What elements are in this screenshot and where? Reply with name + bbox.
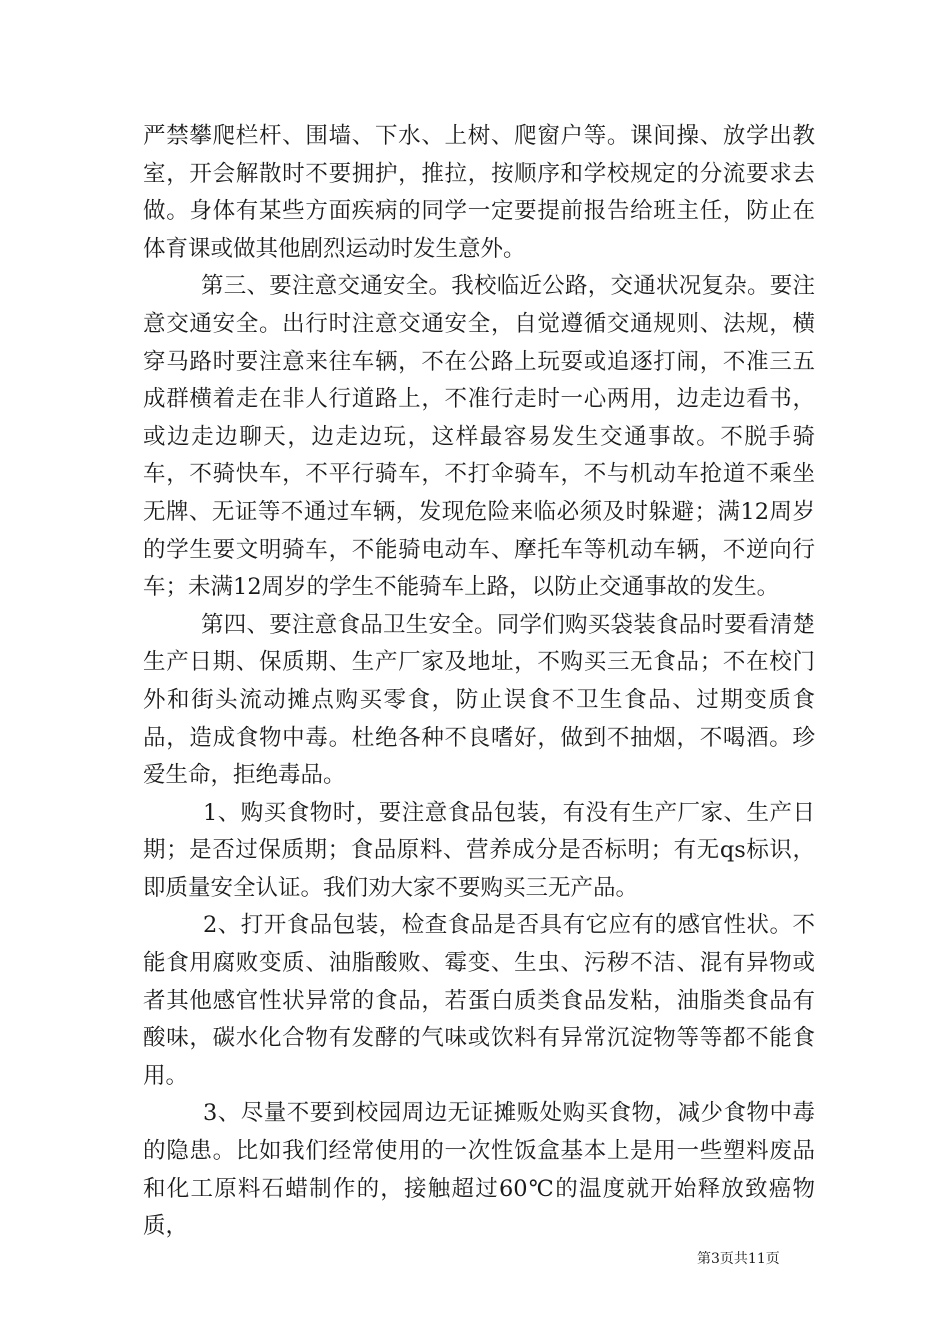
document-body: [143, 118, 815, 1246]
paragraph-4: 1、购买食物时，要注意食品包装，有没有生产厂家、生产日期；是否过保质期；食品原料、营养成分是否标明；有无qs标识，即质量安全认证。我们劝大家不要购买三无产品。: [143, 799, 815, 901]
paragraph-3: 第四、要注意食品卫生安全。同学们购买袋装食品时要看清楚生产日期、保质期、生产厂家及地址，不购买三无食品；不在校门外和街头流动摊点购买零食，防止误食不卫生食品、过期变质食品，造成食物中毒。杜绝各种不良嗜好，做到不抽烟，不喝酒。珍爱生命，拒绝毒品。: [143, 611, 815, 789]
paragraph-6: 3、尽量不要到校园周边无证摊贩处购买食物，减少食物中毒的隐患。比如我们经常使用的一次性饭盒基本上是用一些塑料废品和化工原料石蜡制作的，接触超过60℃的温度就开始释放致癌物质，: [143, 1100, 815, 1240]
paragraph-2: 第三、要注意交通安全。我校临近公路，交通状况复杂。要注意交通安全。出行时注意交通安全，自觉遵循交通规则、法规，横穿马路时要注意来往车辆，不在公路上玩耍或追逐打闹，不准三五成群横着走在非人行道路上，不准行走时一心两用，边走边看书，或边走边聊天，边走边玩，这样最容易发生交通事故。不脱手骑车，不骑快车，不平行骑车，不打伞骑车，不与机动车抢道不乘坐无牌、无证等不通过车辆，发现危险来临必须及时躲避；满12周岁的学生要文明骑车，不能骑电动车、摩托车等机动车辆，不逆向行车；未满12周岁的学生不能骑车上路，以防止交通事故的发生。: [143, 273, 815, 601]
paragraph-5: 2、打开食品包装，检查食品是否具有它应有的感官性状。不能食用腐败变质、油脂酸败、霉变、生虫、污秽不洁、混有异物或者其他感官性状异常的食品，若蛋白质类食品发粘，油脂类食品有酸味，碳水化合物有发酵的气味或饮料有异常沉淀物等等都不能食用。: [143, 912, 815, 1089]
page-number-footer: 第3页共11页: [697, 1251, 780, 1267]
paragraph-1: 严禁攀爬栏杆、围墙、下水、上树、爬窗户等。课间操、放学出教室，开会解散时不要拥护，推拉，按顺序和学校规定的分流要求去做。身体有某些方面疾病的同学一定要提前报告给班主任，防止在体育课或做其他剧烈运动时发生意外。: [143, 123, 815, 262]
